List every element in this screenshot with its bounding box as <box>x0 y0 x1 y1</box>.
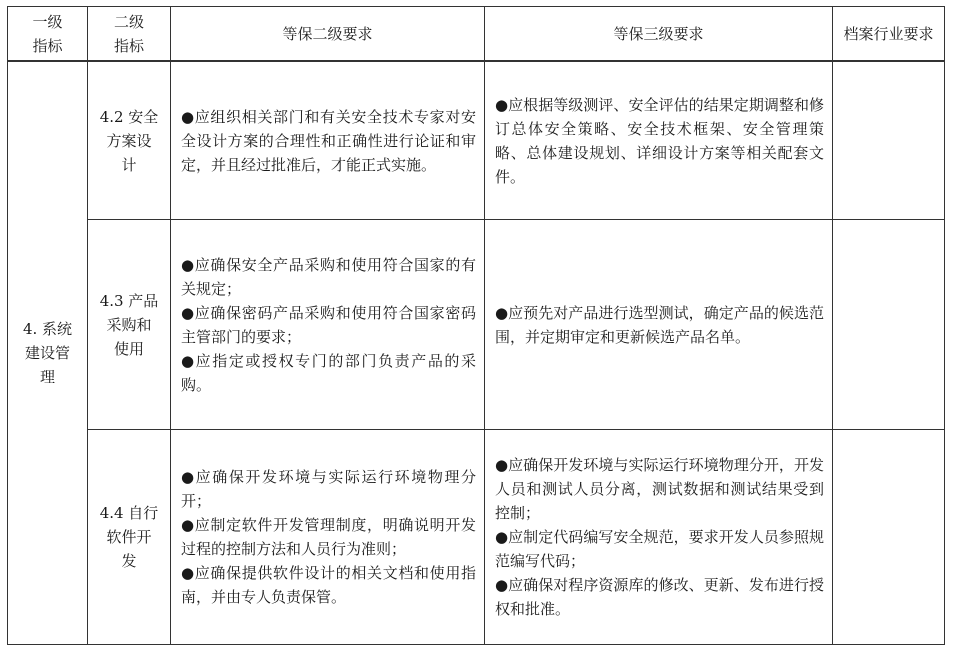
level3-requirement-cell: ●应预先对产品进行选型测试，确定产品的候选范围，并定期审定和更新候选产品名单。 <box>485 220 833 430</box>
archive-requirement-cell <box>833 430 945 645</box>
subcategory-cell: 4.2 安全 方案设 计 <box>88 61 171 220</box>
header-row <box>8 7 945 62</box>
table-row <box>8 61 945 220</box>
header-level3-requirements: 等保三级要求 <box>485 7 833 62</box>
header-level2-requirements: 等保二级要求 <box>171 7 485 62</box>
level2-requirement-cell: ●应确保开发环境与实际运行环境物理分开； ●应制定软件开发管理制度，明确说明开发过程的控制方法和人员行为准则； ●应确保提供软件设计的相关文档和使用指南，并由专人负责保管。 <box>171 430 485 645</box>
header-level2-indicator: 二级 指标 <box>88 7 171 62</box>
level3-requirement-cell: ●应根据等级测评、安全评估的结果定期调整和修订总体安全策略、安全技术框架、安全管理策略、总体建设规划、详细设计方案等相关配套文件。 <box>485 61 833 220</box>
requirements-table-container <box>7 6 944 645</box>
level3-requirement-cell: ●应确保开发环境与实际运行环境物理分开，开发人员和测试人员分离，测试数据和测试结果受到控制； ●应制定代码编写安全规范，要求开发人员参照规范编写代码； ●应确保对程序资源库的修改、更新、发布进行授权和批准。 <box>485 430 833 645</box>
table-row <box>8 430 945 645</box>
header-archive-requirements: 档案行业要求 <box>833 7 945 62</box>
category-cell: 4. 系统 建设管 理 <box>8 61 88 645</box>
archive-requirement-cell <box>833 220 945 430</box>
level2-requirement-cell: ●应组织相关部门和有关安全技术专家对安全设计方案的合理性和正确性进行论证和审定，并且经过批准后，才能正式实施。 <box>171 61 485 220</box>
subcategory-cell: 4.3 产品 采购和 使用 <box>88 220 171 430</box>
level2-requirement-cell: ●应确保安全产品采购和使用符合国家的有关规定； ●应确保密码产品采购和使用符合国家密码主管部门的要求； ●应指定或授权专门的部门负责产品的采购。 <box>171 220 485 430</box>
table-row <box>8 220 945 430</box>
subcategory-cell: 4.4 自行 软件开 发 <box>88 430 171 645</box>
requirements-table <box>7 6 945 645</box>
archive-requirement-cell <box>833 61 945 220</box>
header-level1-indicator: 一级 指标 <box>8 7 88 62</box>
